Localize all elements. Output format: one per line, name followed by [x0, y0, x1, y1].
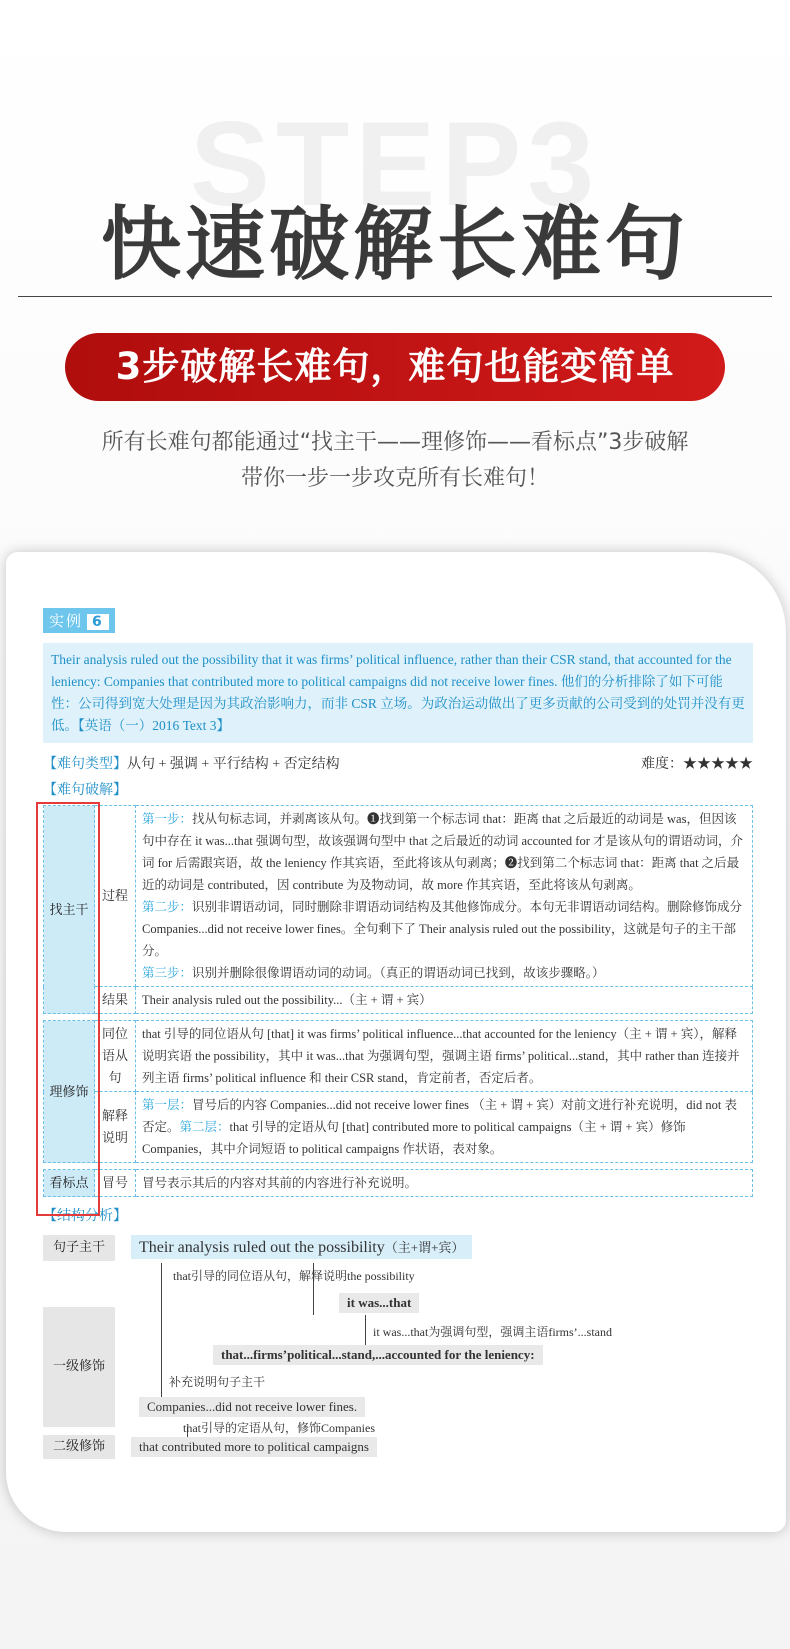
sub-process: 过程 — [95, 806, 136, 987]
intro-text — [0, 425, 790, 497]
difficulty-label: 难度： — [641, 757, 683, 772]
highlight-frame — [36, 802, 100, 1216]
explain-text: 第一层：冒号后的内容 Companies...did not receive lower fines （主 + 谓 + 宾）对前文进行补充说明，did not 表否定。第二层：that 引导的定语从句 [that] contributed more to political campaigns（主 + 谓 + 宾）修饰 Companies，其中介词短语 to political campaigns 作状语，表对象。 — [136, 1092, 753, 1163]
type-row — [43, 753, 753, 773]
cat-punctuation: 看标点 — [44, 1170, 95, 1197]
title-divider — [18, 296, 772, 297]
step-watermark: STEP3 — [189, 97, 601, 231]
example-heading — [43, 608, 753, 633]
connector-1 — [161, 1263, 162, 1405]
that-clause: that...firms’political...stand,...accounted for the leniency: — [213, 1345, 543, 1365]
sub-result: 结果 — [95, 987, 136, 1014]
example-label: 实例 6 — [43, 608, 115, 633]
headline-pill: 3步破解长难句，难句也能变简单 — [65, 333, 725, 401]
example-sentence-box — [43, 643, 753, 743]
that-contributed: that contributed more to political campaigns — [131, 1437, 377, 1457]
annotation-supplement: 补充说明句子主干 — [169, 1375, 266, 1389]
type-label: 【难句类型】 — [43, 757, 127, 772]
sub-appositive: 同位语从句 — [95, 1021, 136, 1092]
example-number: 6 — [87, 614, 109, 630]
cat-find-main: 找主干 — [44, 806, 95, 1014]
result-text: Their analysis ruled out the possibility...（主 + 谓 + 宾） — [136, 987, 753, 1014]
type-value: 从句 + 强调 + 平行结构 + 否定结构 — [127, 757, 340, 772]
annotation-appositive: that引导的同位语从句，解释说明the possibility — [173, 1269, 415, 1283]
it-was-that: it was...that — [339, 1293, 419, 1313]
sub-colon: 冒号 — [95, 1170, 136, 1197]
cat-modifier: 理修饰 — [44, 1021, 95, 1163]
structure-diagram — [43, 1229, 753, 1464]
level-main-label: 句子主干 — [43, 1235, 115, 1261]
intro-line-2: 带你一步一步攻克所有长难句！ — [240, 466, 549, 491]
punctuation-text: 冒号表示其后的内容对其前的内容进行补充说明。 — [136, 1170, 753, 1197]
analysis-label: 【难句破解】 — [43, 783, 127, 798]
annotation-emphasis: it was...that为强调句型，强调主语firms’...stand — [373, 1325, 612, 1339]
main-clause: Their analysis ruled out the possibility（主+谓+宾） — [131, 1235, 472, 1259]
example-translation: 他们的分析排除了如下可能性：公司得到宽大处理是因为其政治影响力，而非 CSR 立场。为政治运动做出了更多贡献的公司受到的处罚并没有更低。 — [51, 674, 745, 733]
example-sentence: Their analysis ruled out the possibility that it was firms’ political influence, rather than their CSR stand, that accounted for the leniency: Companies that contributed more to political campaigns did not receive lower fines. — [51, 652, 732, 689]
difficulty-stars: ★★★★★ — [683, 757, 753, 772]
annotation-attributive: that引导的定语从句，修饰Companies — [183, 1421, 375, 1435]
example-source: 【英语（一）2016 Text 3】 — [78, 718, 231, 733]
page-title: 快速破解长难句 — [101, 198, 689, 291]
appositive-text: that 引导的同位语从句 [that] it was firms’ political influence...that accounted for the leniency（主 + 谓 + 宾），解释说明宾语 the possibility，其中 it was...that 为强调句型，强调主语 firms’ political...stand，其中 rather than 连接并列主语 firms’ political influence 和 their CSR stand，肯定前者，否定后者。 — [136, 1021, 753, 1092]
example-document — [43, 608, 753, 1464]
structure-label: 【结构分析】 — [43, 1209, 127, 1224]
level-2-label: 二级修饰 — [43, 1435, 115, 1459]
connector-3 — [365, 1315, 366, 1345]
sub-explain: 解释说明 — [95, 1092, 136, 1163]
analysis-table — [43, 805, 753, 1197]
intro-line-1: 所有长难句都能通过“找主干——理修饰——看标点”3步破解 — [101, 430, 689, 455]
process-text: 第一步：找从句标志词，并剥离该从句。❶找到第一个标志词 that：距离 that 之后最近的动词是 was，但因该句中存在 it was...that 强调句型，故该强调句型中 that 之后最近的动词 accounted for 才是该从句的谓语动词，介词 for 后需跟宾语，故 the leniency 作其宾语，至此将该从句剥离；❷找到第二个标志词 that：距离 that 之后最近的动词是 contributed，因 contribute 为及物动词，故 more 作其宾语，至此将该从句剥离。 第二步：识别非谓语动词，同时删除非谓语动词结构及其他修饰成分。本句无非谓语动词结构。删除修饰成分 Companies...did not receive lower fines。全句剩下了 Their analysis ruled out the possibility，这就是句子的主干部分。 第三步：识别并删除很像谓语动词的动词。（真正的谓语动词已找到，故该步骤略。） — [136, 806, 753, 987]
companies-clause: Companies...did not receive lower fines. — [139, 1397, 365, 1417]
level-1-label: 一级修饰 — [43, 1307, 115, 1427]
